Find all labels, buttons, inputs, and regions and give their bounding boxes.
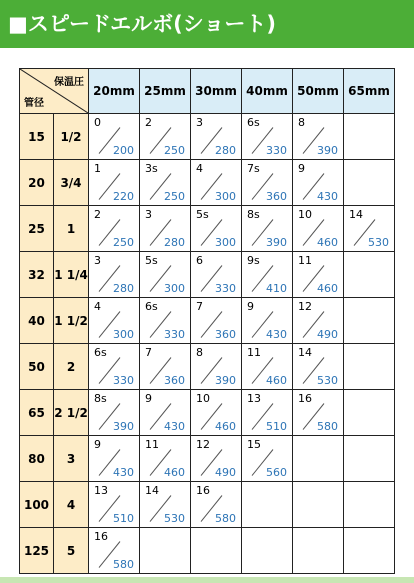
table-cell xyxy=(242,206,293,252)
table-cell xyxy=(140,390,191,436)
row-header-inch: 1 xyxy=(54,206,89,252)
corner-pipe-label: 管径 xyxy=(24,98,44,109)
row-header-mm: 20 xyxy=(20,160,54,206)
table-cell xyxy=(191,436,242,482)
cell-top-value: 16 xyxy=(196,484,210,497)
col-header: 50mm xyxy=(293,69,344,114)
empty-cell xyxy=(191,528,242,574)
header-row xyxy=(20,69,395,114)
cell-bottom-value: 390 xyxy=(266,236,287,249)
cell-bottom-value: 510 xyxy=(266,420,287,433)
cell-top-value: 16 xyxy=(94,530,108,543)
row-header-inch: 3/4 xyxy=(54,160,89,206)
empty-cell xyxy=(344,390,395,436)
cell-bottom-value: 300 xyxy=(164,282,185,295)
row-header-mm: 40 xyxy=(20,298,54,344)
row-header-mm: 65 xyxy=(20,390,54,436)
cell-bottom-value: 280 xyxy=(113,282,134,295)
table-cell xyxy=(293,298,344,344)
row-header-inch: 3 xyxy=(54,436,89,482)
table-cell xyxy=(293,344,344,390)
cell-top-value: 12 xyxy=(298,300,312,313)
cell-top-value: 7 xyxy=(145,346,152,359)
cell-bottom-value: 410 xyxy=(266,282,287,295)
cell-top-value: 10 xyxy=(196,392,210,405)
table-cell xyxy=(242,436,293,482)
row-header-mm: 125 xyxy=(20,528,54,574)
cell-bottom-value: 250 xyxy=(164,190,185,203)
cell-top-value: 4 xyxy=(196,162,203,175)
table-cell xyxy=(242,160,293,206)
table-row xyxy=(20,114,395,160)
cell-top-value: 14 xyxy=(349,208,363,221)
size-table-wrapper xyxy=(19,68,395,574)
row-header-mm: 50 xyxy=(20,344,54,390)
table-cell xyxy=(293,114,344,160)
empty-cell xyxy=(140,528,191,574)
cell-bottom-value: 280 xyxy=(164,236,185,249)
empty-cell xyxy=(344,344,395,390)
cell-bottom-value: 430 xyxy=(317,190,338,203)
table-cell xyxy=(191,160,242,206)
cell-bottom-value: 330 xyxy=(266,144,287,157)
table-cell xyxy=(140,114,191,160)
cell-top-value: 7 xyxy=(196,300,203,313)
cell-bottom-value: 300 xyxy=(215,236,236,249)
cell-bottom-value: 390 xyxy=(317,144,338,157)
cell-top-value: 8s xyxy=(94,392,107,405)
cell-bottom-value: 580 xyxy=(317,420,338,433)
cell-bottom-value: 530 xyxy=(317,374,338,387)
table-cell xyxy=(191,390,242,436)
table-row xyxy=(20,482,395,528)
cell-top-value: 2 xyxy=(94,208,101,221)
empty-cell xyxy=(242,482,293,528)
cell-bottom-value: 460 xyxy=(317,236,338,249)
cell-bottom-value: 360 xyxy=(215,328,236,341)
cell-top-value: 7s xyxy=(247,162,260,175)
col-header: 40mm xyxy=(242,69,293,114)
row-header-inch: 5 xyxy=(54,528,89,574)
cell-top-value: 14 xyxy=(145,484,159,497)
cell-bottom-value: 430 xyxy=(266,328,287,341)
table-cell xyxy=(89,298,140,344)
table-cell xyxy=(140,482,191,528)
table-row xyxy=(20,298,395,344)
cell-top-value: 5s xyxy=(145,254,158,267)
cell-bottom-value: 390 xyxy=(215,374,236,387)
table-cell xyxy=(89,160,140,206)
cell-top-value: 6 xyxy=(196,254,203,267)
table-cell xyxy=(191,114,242,160)
table-row xyxy=(20,528,395,574)
table-cell xyxy=(293,206,344,252)
cell-top-value: 9 xyxy=(145,392,152,405)
cell-top-value: 6s xyxy=(94,346,107,359)
empty-cell xyxy=(344,436,395,482)
table-cell xyxy=(242,390,293,436)
cell-bottom-value: 580 xyxy=(113,558,134,571)
table-row xyxy=(20,436,395,482)
cell-top-value: 8s xyxy=(247,208,260,221)
cell-top-value: 11 xyxy=(247,346,261,359)
row-header-mm: 100 xyxy=(20,482,54,528)
table-row xyxy=(20,160,395,206)
table-cell xyxy=(140,298,191,344)
table-cell xyxy=(191,482,242,528)
cell-top-value: 8 xyxy=(196,346,203,359)
cell-bottom-value: 360 xyxy=(164,374,185,387)
col-header: 25mm xyxy=(140,69,191,114)
row-header-mm: 80 xyxy=(20,436,54,482)
table-cell xyxy=(293,160,344,206)
table-cell xyxy=(293,390,344,436)
empty-cell xyxy=(344,252,395,298)
cell-bottom-value: 560 xyxy=(266,466,287,479)
cell-bottom-value: 460 xyxy=(215,420,236,433)
table-row xyxy=(20,252,395,298)
cell-bottom-value: 460 xyxy=(266,374,287,387)
size-table xyxy=(19,68,395,574)
cell-top-value: 16 xyxy=(298,392,312,405)
row-header-mm: 15 xyxy=(20,114,54,160)
cell-bottom-value: 330 xyxy=(164,328,185,341)
cell-top-value: 12 xyxy=(196,438,210,451)
cell-top-value: 0 xyxy=(94,116,101,129)
table-row xyxy=(20,390,395,436)
cell-bottom-value: 390 xyxy=(113,420,134,433)
table-cell xyxy=(191,344,242,390)
cell-bottom-value: 510 xyxy=(113,512,134,525)
empty-cell xyxy=(344,298,395,344)
cell-top-value: 3 xyxy=(145,208,152,221)
empty-cell xyxy=(344,160,395,206)
cell-top-value: 11 xyxy=(145,438,159,451)
table-cell xyxy=(89,114,140,160)
col-header: 30mm xyxy=(191,69,242,114)
cell-top-value: 14 xyxy=(298,346,312,359)
cell-top-value: 1 xyxy=(94,162,101,175)
cell-top-value: 5s xyxy=(196,208,209,221)
cell-bottom-value: 580 xyxy=(215,512,236,525)
cell-top-value: 8 xyxy=(298,116,305,129)
table-cell xyxy=(89,206,140,252)
table-cell xyxy=(89,390,140,436)
table-cell xyxy=(242,344,293,390)
empty-cell xyxy=(293,436,344,482)
table-row xyxy=(20,344,395,390)
row-header-inch: 1 1/2 xyxy=(54,298,89,344)
cell-bottom-value: 300 xyxy=(215,190,236,203)
row-header-mm: 25 xyxy=(20,206,54,252)
cell-top-value: 9 xyxy=(247,300,254,313)
table-cell xyxy=(89,252,140,298)
row-header-inch: 4 xyxy=(54,482,89,528)
cell-bottom-value: 490 xyxy=(215,466,236,479)
col-header: 20mm xyxy=(89,69,140,114)
cell-bottom-value: 330 xyxy=(215,282,236,295)
cell-bottom-value: 460 xyxy=(164,466,185,479)
table-cell xyxy=(140,206,191,252)
row-header-mm: 32 xyxy=(20,252,54,298)
cell-bottom-value: 430 xyxy=(164,420,185,433)
table-cell xyxy=(242,298,293,344)
table-cell xyxy=(293,252,344,298)
row-header-inch: 2 xyxy=(54,344,89,390)
cell-bottom-value: 220 xyxy=(113,190,134,203)
cell-top-value: 10 xyxy=(298,208,312,221)
empty-cell xyxy=(344,528,395,574)
table-cell xyxy=(140,436,191,482)
cell-top-value: 9 xyxy=(298,162,305,175)
cell-bottom-value: 250 xyxy=(113,236,134,249)
table-cell xyxy=(242,252,293,298)
page-title: ■スピードエルボ(ショート) xyxy=(0,0,414,48)
col-header: 65mm xyxy=(344,69,395,114)
cell-top-value: 6s xyxy=(247,116,260,129)
table-cell xyxy=(89,436,140,482)
table-row xyxy=(20,206,395,252)
table-cell xyxy=(89,528,140,574)
cell-top-value: 6s xyxy=(145,300,158,313)
cell-top-value: 2 xyxy=(145,116,152,129)
table-cell xyxy=(344,206,395,252)
footer-band xyxy=(0,577,414,583)
cell-bottom-value: 200 xyxy=(113,144,134,157)
cell-bottom-value: 530 xyxy=(368,236,389,249)
row-header-inch: 2 1/2 xyxy=(54,390,89,436)
table-cell xyxy=(191,252,242,298)
table-cell xyxy=(242,114,293,160)
corner-header xyxy=(20,69,89,114)
cell-top-value: 11 xyxy=(298,254,312,267)
cell-top-value: 13 xyxy=(247,392,261,405)
cell-bottom-value: 330 xyxy=(113,374,134,387)
empty-cell xyxy=(344,482,395,528)
table-cell xyxy=(140,252,191,298)
row-header-inch: 1/2 xyxy=(54,114,89,160)
table-cell xyxy=(140,160,191,206)
cell-top-value: 13 xyxy=(94,484,108,497)
cell-bottom-value: 250 xyxy=(164,144,185,157)
cell-bottom-value: 460 xyxy=(317,282,338,295)
cell-bottom-value: 530 xyxy=(164,512,185,525)
empty-cell xyxy=(242,528,293,574)
cell-bottom-value: 280 xyxy=(215,144,236,157)
cell-bottom-value: 360 xyxy=(266,190,287,203)
empty-cell xyxy=(293,528,344,574)
cell-bottom-value: 300 xyxy=(113,328,134,341)
cell-bottom-value: 430 xyxy=(113,466,134,479)
corner-pressure-label: 保温圧 xyxy=(54,77,84,88)
cell-top-value: 3 xyxy=(196,116,203,129)
table-cell xyxy=(191,206,242,252)
table-body xyxy=(20,114,395,574)
table-cell xyxy=(191,298,242,344)
empty-cell xyxy=(293,482,344,528)
table-cell xyxy=(89,482,140,528)
cell-top-value: 3 xyxy=(94,254,101,267)
cell-bottom-value: 490 xyxy=(317,328,338,341)
cell-top-value: 4 xyxy=(94,300,101,313)
empty-cell xyxy=(344,114,395,160)
cell-top-value: 9 xyxy=(94,438,101,451)
cell-top-value: 3s xyxy=(145,162,158,175)
table-cell xyxy=(140,344,191,390)
row-header-inch: 1 1/4 xyxy=(54,252,89,298)
table-cell xyxy=(89,344,140,390)
cell-top-value: 9s xyxy=(247,254,260,267)
cell-top-value: 15 xyxy=(247,438,261,451)
